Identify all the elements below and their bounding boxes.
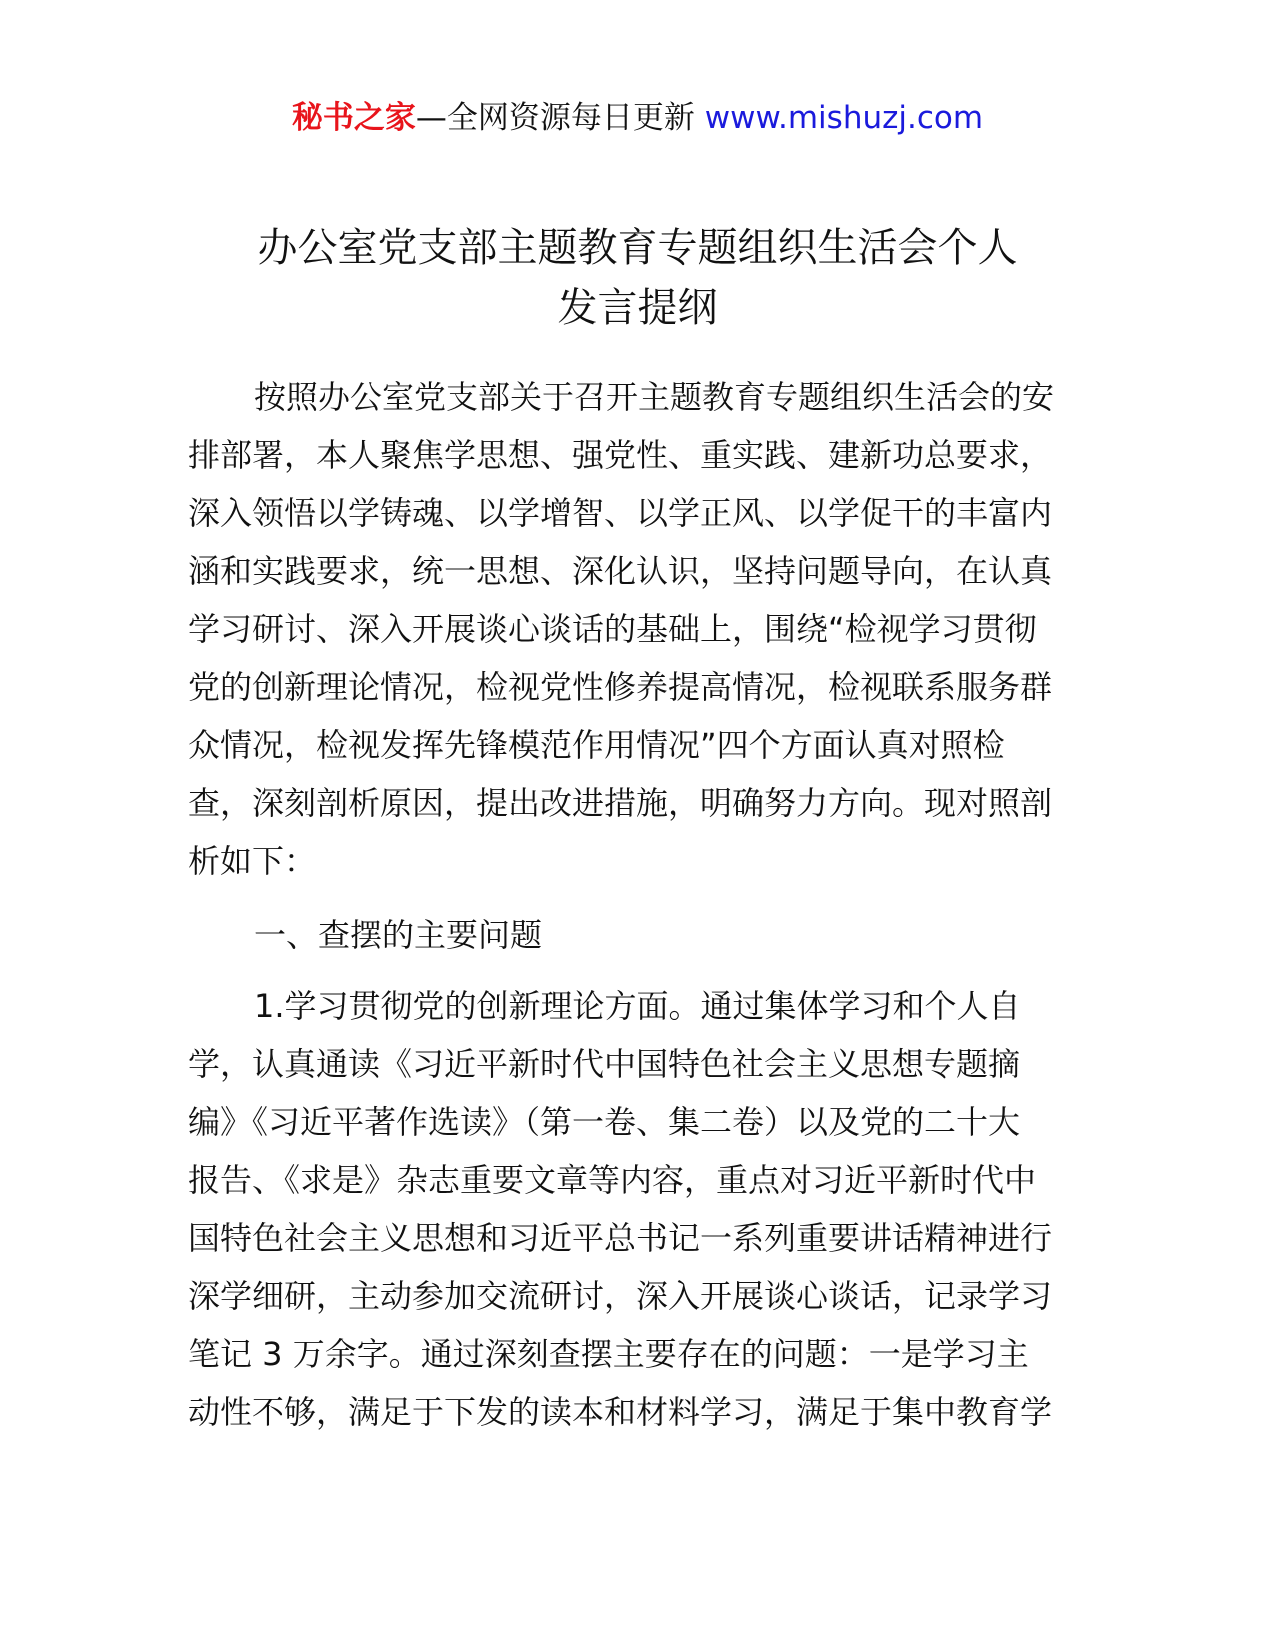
paragraph-line: 党的创新理论情况，检视党性修养提高情况，检视联系服务群 [188,668,1053,706]
paragraph-section-1 [188,977,1088,1441]
paragraph-line: 学习研讨、深入开展谈心谈话的基础上，围绕“检视学习贯彻 [188,610,1037,648]
document-title [0,218,1275,338]
paragraph-line: 编》《习近平著作选读》（第一卷、集二卷）以及党的二十大 [188,1103,1021,1141]
paragraph-intro [188,368,1088,890]
header-url-link[interactable]: www.mishuzj.com [704,100,984,136]
paragraph-line: 深入领悟以学铸魂、以学增智、以学正风、以学促干的丰富内 [188,494,1053,532]
paragraph-line: 析如下： [188,842,317,880]
section-heading-1: 一、查摆的主要问题 [254,916,543,954]
paragraph-line: 查，深刻剖析原因，提出改进措施，明确努力方向。现对照剖 [188,784,1053,822]
header-slogan: —全网资源每日更新 [415,100,695,136]
document-title-line-1: 办公室党支部主题教育专题组织生活会个人 [257,225,1018,271]
paragraph-line: 报告、《求是》杂志重要文章等内容，重点对习近平新时代中 [188,1161,1037,1199]
paragraph-line: 深学细研，主动参加交流研讨，深入开展谈心谈话，记录学习 [188,1277,1053,1315]
paragraph-line: 涵和实践要求，统一思想、深化认识，坚持问题导向，在认真 [188,552,1053,590]
paragraph-line: 学，认真通读《习近平新时代中国特色社会主义思想专题摘 [188,1045,1021,1083]
paragraph-line: 笔记 3 万余字。通过深刻查摆主要存在的问题：一是学习主 [188,1335,1029,1373]
page-header [0,96,1275,140]
paragraph-line: 按照办公室党支部关于召开主题教育专题组织生活会的安 [254,378,1055,416]
paragraph-line: 众情况，检视发挥先锋模范作用情况”四个方面认真对照检 [188,726,1005,764]
paragraph-line: 排部署，本人聚焦学思想、强党性、重实践、建新功总要求， [188,436,1053,474]
header-brand: 秘书之家 [291,100,416,136]
document-title-line-2: 发言提纲 [557,285,718,331]
paragraph-line: 动性不够，满足于下发的读本和材料学习，满足于集中教育学 [188,1393,1053,1431]
paragraph-line: 1.学习贯彻党的创新理论方面。通过集体学习和个人自 [254,987,1021,1025]
paragraph-line: 国特色社会主义思想和习近平总书记一系列重要讲话精神进行 [188,1219,1053,1257]
